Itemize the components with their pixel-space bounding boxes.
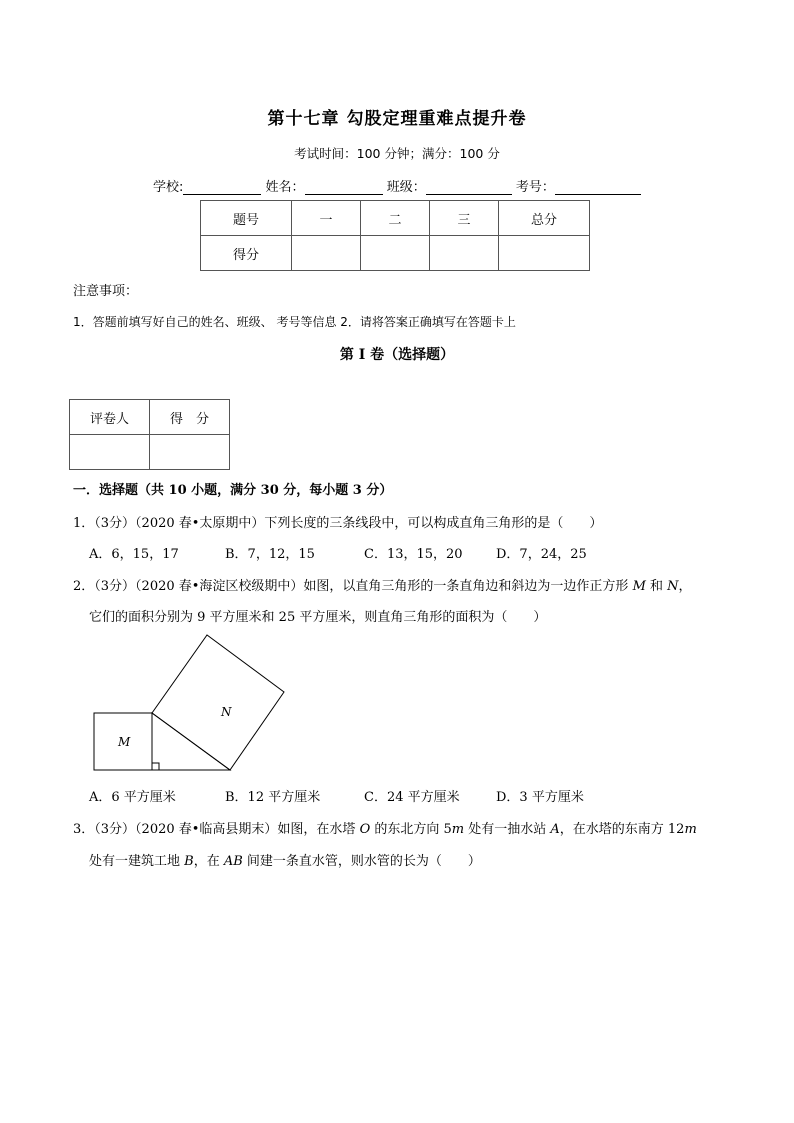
school-label: 学校: <box>153 180 184 195</box>
label-m: M <box>118 735 131 749</box>
pythagoras-squares-figure <box>90 634 290 774</box>
notes-heading: 注意事项： <box>73 284 139 299</box>
question-2-option-a[interactable]: A．6 平方厘米 <box>89 790 176 805</box>
score-header-cell: 一 <box>292 201 361 236</box>
page-title: 第十七章 勾股定理重难点提升卷 <box>267 109 527 129</box>
info-row <box>153 176 641 195</box>
question-3-stem-line1: 3．（3分）（2020 春•临高县期末）如图，在水塔 O 的东北方向 5m 处有一抽水站 A，在水塔的东南方 12m <box>73 822 697 837</box>
right-angle-mark <box>152 763 159 770</box>
question-1-stem: 1．（3分）（2020 春•太原期中）下列长度的三条线段中，可以构成直角三角形的是（ ） <box>73 516 603 531</box>
score-row-label: 得分 <box>201 236 292 271</box>
grader-cell[interactable] <box>70 435 150 470</box>
question-3-stem-line2: 处有一建筑工地 B，在 AB 间建一条直水管，则水管的长为（ ） <box>89 854 481 869</box>
question-2-stem-line1: 2．（3分）（2020 春•海淀区校级期中）如图，以直角三角形的一条直角边和斜边为一边作正方形 M 和 N， <box>73 579 692 594</box>
volume-title: 第 I 卷（选择题） <box>339 347 455 363</box>
score-cell[interactable] <box>499 236 590 271</box>
score-header-cell: 题号 <box>201 201 292 236</box>
class-label: 班级： <box>386 180 426 195</box>
name-label: 姓名： <box>265 180 305 195</box>
question-1-option-b[interactable]: B．7，12，15 <box>225 547 315 562</box>
label-n: N <box>221 705 232 719</box>
exam-no-blank[interactable] <box>555 180 641 195</box>
score-cell[interactable] <box>430 236 499 271</box>
score-header-cell: 总分 <box>499 201 590 236</box>
question-1-option-c[interactable]: C．13，15，20 <box>364 547 463 562</box>
exam-no-label: 考号： <box>515 180 555 195</box>
notes-line: 1．答题前填写好自己的姓名、班级、 考号等信息 2．请将答案正确填写在答题卡上 <box>73 315 516 329</box>
score-cell[interactable] <box>361 236 430 271</box>
name-blank[interactable] <box>305 180 383 195</box>
grader-table <box>69 399 230 470</box>
question-2-option-d[interactable]: D．3 平方厘米 <box>496 790 584 805</box>
score-cell[interactable] <box>292 236 361 271</box>
school-blank[interactable] <box>183 180 261 195</box>
exam-subtitle: 考试时间：100 分钟；满分：100 分 <box>294 146 500 161</box>
score-header-cell: 三 <box>430 201 499 236</box>
section-title: 一．选择题（共 10 小题，满分 30 分，每小题 3 分） <box>73 483 393 498</box>
class-blank[interactable] <box>426 180 512 195</box>
score-table <box>200 200 590 271</box>
question-2-option-c[interactable]: C．24 平方厘米 <box>364 790 460 805</box>
grader-label: 评卷人 <box>70 400 150 435</box>
square-n <box>152 635 284 770</box>
grader-score-label: 得 分 <box>150 400 230 435</box>
question-1-option-d[interactable]: D．7，24，25 <box>496 547 587 562</box>
question-2-option-b[interactable]: B．12 平方厘米 <box>225 790 321 805</box>
question-2-stem-line2: 它们的面积分别为 9 平方厘米和 25 平方厘米，则直角三角形的面积为（ ） <box>89 610 547 625</box>
score-header-cell: 二 <box>361 201 430 236</box>
question-1-option-a[interactable]: A．6，15，17 <box>89 547 179 562</box>
grader-score-cell[interactable] <box>150 435 230 470</box>
